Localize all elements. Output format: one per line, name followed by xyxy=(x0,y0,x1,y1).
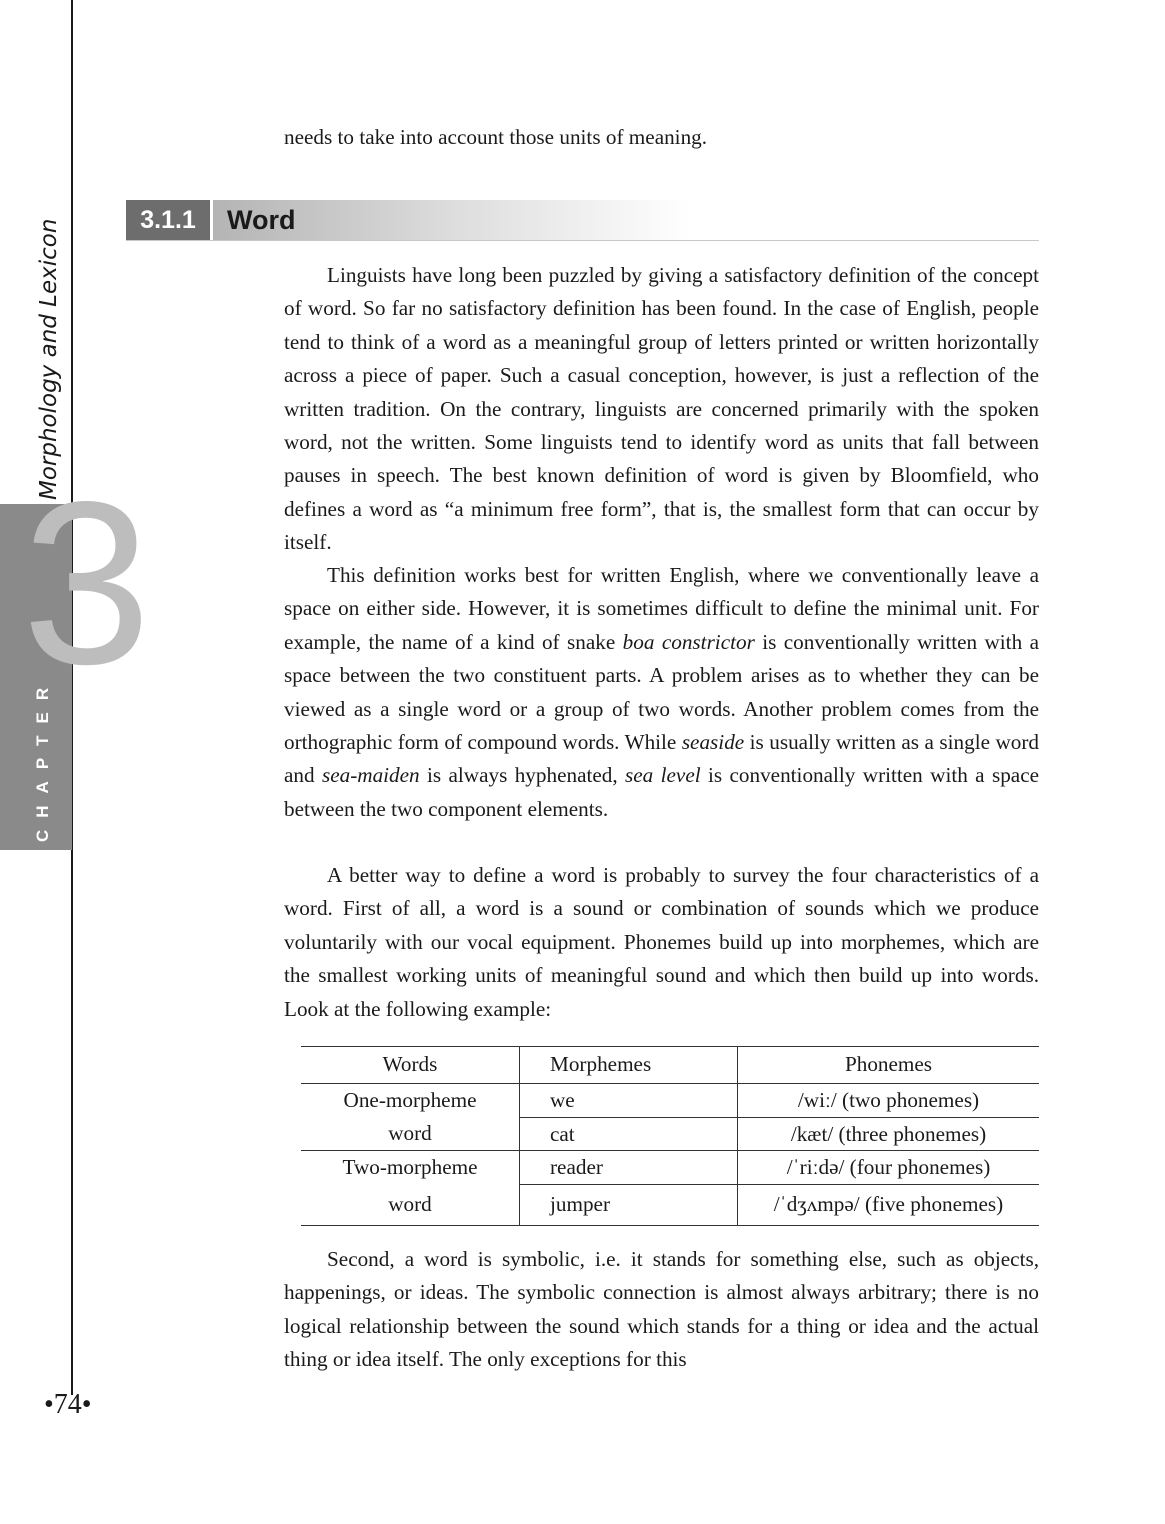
section-heading xyxy=(126,200,1039,241)
intro-line: needs to take into account those units of meaning. xyxy=(284,125,708,149)
word-type-label: word xyxy=(301,1185,520,1225)
page-number: •74• xyxy=(44,1389,92,1420)
chapter-number: 3 xyxy=(22,454,152,713)
morpheme-cell: reader xyxy=(520,1151,738,1185)
paragraph-2-text-a: This definition works best for written English, where we conventionally leave a space on either side. However, it is sometimes difficult to define the minimal unit. For example, the name of a kind of snake xyxy=(284,563,1039,654)
term-boa-constrictor: boa constrictor xyxy=(622,629,755,654)
phoneme-cell: /ˈriːdə/ (four phonemes) xyxy=(738,1151,1040,1185)
section-number: 3.1.1 xyxy=(126,200,210,240)
phoneme-cell: /kæt/ (three phonemes) xyxy=(738,1118,1040,1151)
term-sea-level: sea level xyxy=(625,763,701,788)
term-sea-maiden: sea-maiden xyxy=(321,763,420,788)
word-type-label: Two-morpheme xyxy=(301,1151,520,1185)
running-head: Morphology and Lexicon xyxy=(36,218,62,500)
morpheme-cell: jumper xyxy=(520,1185,738,1225)
morpheme-cell: we xyxy=(520,1084,738,1118)
table-row xyxy=(301,1084,1039,1118)
paragraph-2 xyxy=(284,559,1039,826)
table-row xyxy=(301,1185,1039,1225)
chapter-label: CHAPTER xyxy=(33,675,52,842)
paragraph-2-text-e: is conventionally written with a space between the two component elements. xyxy=(284,763,1039,821)
word-type-label: One-morpheme xyxy=(301,1084,520,1118)
morpheme-table xyxy=(301,1046,1039,1225)
paragraph-2-text-b: is conventionally written with a space between the two constituent parts. A problem arises as to whether they can be viewed as a single word or a group of two words. Another problem comes from the orthographic form of compound words. While xyxy=(284,629,1039,755)
table-header-row xyxy=(301,1046,1039,1084)
table-bottom-rule xyxy=(301,1225,1039,1226)
section-title-bar xyxy=(213,200,1039,240)
section-title: Word xyxy=(227,205,296,235)
paragraph-2-text-d: is always hyphenated, xyxy=(419,763,626,788)
word-type-label: word xyxy=(301,1118,520,1151)
table-row xyxy=(301,1151,1039,1185)
morpheme-cell: cat xyxy=(520,1118,738,1151)
header-morphemes: Morphemes xyxy=(520,1046,738,1084)
table-row xyxy=(301,1118,1039,1151)
header-words: Words xyxy=(301,1046,520,1084)
term-seaside: seaside xyxy=(681,730,745,755)
paragraph-1: Linguists have long been puzzled by giving a satisfactory definition of the concept of word. So far no satisfactory definition has been found. In the case of English, people tend to think of a word as a meaningful group of letters printed or written horizontally across a piece of paper. Such a casual conception, however, is just a reflection of the written tradition. On the contrary, linguists are concerned primarily with the spoken word, not the written. Some linguists tend to identify word as units that fall between pauses in speech. The best known definition of word is given by Bloomfield, who defines a word as “a minimum free form”, that is, the smallest form that can occur by itself. xyxy=(284,263,1039,555)
phoneme-cell: /wiː/ (two phonemes) xyxy=(738,1084,1040,1118)
paragraph-2-text-c: is usually written as a single word and xyxy=(284,730,1040,788)
paragraph-3: A better way to define a word is probably to survey the four characteristics of a word. First of all, a word is a sound or combination of sounds which we produce voluntarily with our vocal equipment. Phonemes build up into morphemes, which are the smallest working units of meaningful sound and which then build up into words. Look at the following example: xyxy=(284,863,1039,1021)
paragraph-4: Second, a word is symbolic, i.e. it stands for something else, such as objects, happenings, or ideas. The symbolic connection is almost always arbitrary; there is no logical relationship between the sound which stands for a thing or idea and the actual thing or idea itself. The only exceptions for this xyxy=(284,1247,1039,1372)
header-phonemes: Phonemes xyxy=(738,1046,1040,1084)
phoneme-cell: /ˈdʒʌmpə/ (five phonemes) xyxy=(773,1192,1004,1217)
